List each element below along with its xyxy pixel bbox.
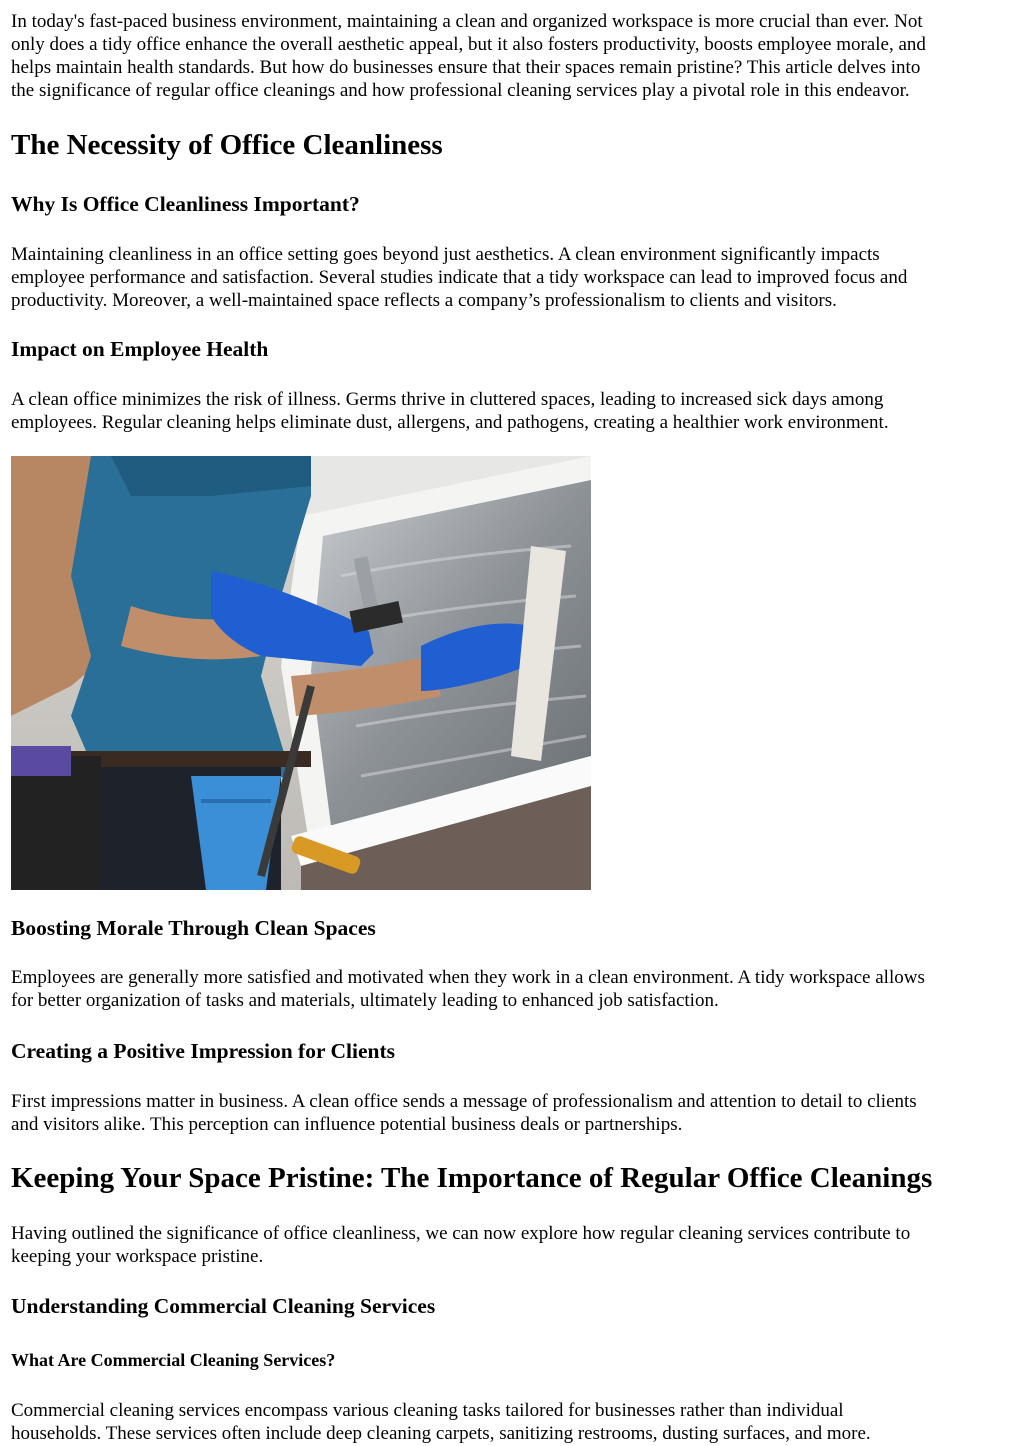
text-line: First impressions matter in business. A clean office sends a message of professionalism and attention to detail to clients	[11, 1091, 917, 1112]
text-line: Employees are generally more satisfied and motivated when they work in a clean environment. A tidy workspace allows	[11, 967, 925, 988]
text-line: employees. Regular cleaning helps eliminate dust, allergens, and pathogens, creating a healthier work environment.	[11, 412, 889, 433]
text-line: only does a tidy office enhance the overall aesthetic appeal, but it also fosters productivity, boosts employee morale, and	[11, 34, 926, 55]
section2-intro-paragraph	[11, 1222, 1011, 1268]
subheading-understanding-commercial: Understanding Commercial Cleaning Services	[11, 1294, 436, 1318]
clients-paragraph	[11, 1090, 1011, 1136]
what-are-paragraph	[11, 1399, 1011, 1445]
text-line: A clean office minimizes the risk of illness. Germs thrive in cluttered spaces, leading to increased sick days among	[11, 389, 884, 410]
health-paragraph	[11, 388, 1011, 434]
morale-paragraph	[11, 966, 1011, 1012]
subheading-why-important: Why Is Office Cleanliness Important?	[11, 192, 360, 216]
subsubheading-what-are-services: What Are Commercial Cleaning Services?	[11, 1350, 336, 1370]
text-line: for better organization of tasks and materials, ultimately leading to enhanced job satisfaction.	[11, 990, 719, 1011]
intro-paragraph	[11, 10, 1011, 102]
why-paragraph	[11, 243, 1011, 312]
text-line: helps maintain health standards. But how do businesses ensure that their spaces remain pristine? This article delves into	[11, 57, 921, 78]
subheading-employee-health: Impact on Employee Health	[11, 337, 269, 361]
section-heading-keeping-pristine: Keeping Your Space Pristine: The Importance of Regular Office Cleanings	[11, 1162, 933, 1194]
text-line: and visitors alike. This perception can influence potential business deals or partnerships.	[11, 1114, 683, 1135]
text-line: Maintaining cleanliness in an office setting goes beyond just aesthetics. A clean environment significantly impacts	[11, 244, 880, 265]
text-line: the significance of regular office cleanings and how professional cleaning services play a pivotal role in this endeavor.	[11, 80, 910, 101]
text-line: In today's fast-paced business environment, maintaining a clean and organized workspace is more crucial than ever. Not	[11, 11, 923, 32]
text-line: keeping your workspace pristine.	[11, 1246, 264, 1267]
text-line: productivity. Moreover, a well-maintained space reflects a company’s professionalism to clients and visitors.	[11, 290, 837, 311]
text-line: households. These services often include deep cleaning carpets, sanitizing restrooms, dusting surfaces, and more.	[11, 1423, 871, 1444]
text-line: Commercial cleaning services encompass various cleaning tasks tailored for businesses rather than individual	[11, 1400, 844, 1421]
window-cleaning-photo	[11, 456, 591, 890]
subheading-positive-impression: Creating a Positive Impression for Clients	[11, 1039, 395, 1063]
text-line: employee performance and satisfaction. Several studies indicate that a tidy workspace can lead to improved focus and	[11, 267, 908, 288]
text-line: Having outlined the significance of office cleanliness, we can now explore how regular cleaning services contribute to	[11, 1223, 911, 1244]
subheading-boosting-morale: Boosting Morale Through Clean Spaces	[11, 916, 376, 940]
section-heading-necessity: The Necessity of Office Cleanliness	[11, 129, 443, 161]
